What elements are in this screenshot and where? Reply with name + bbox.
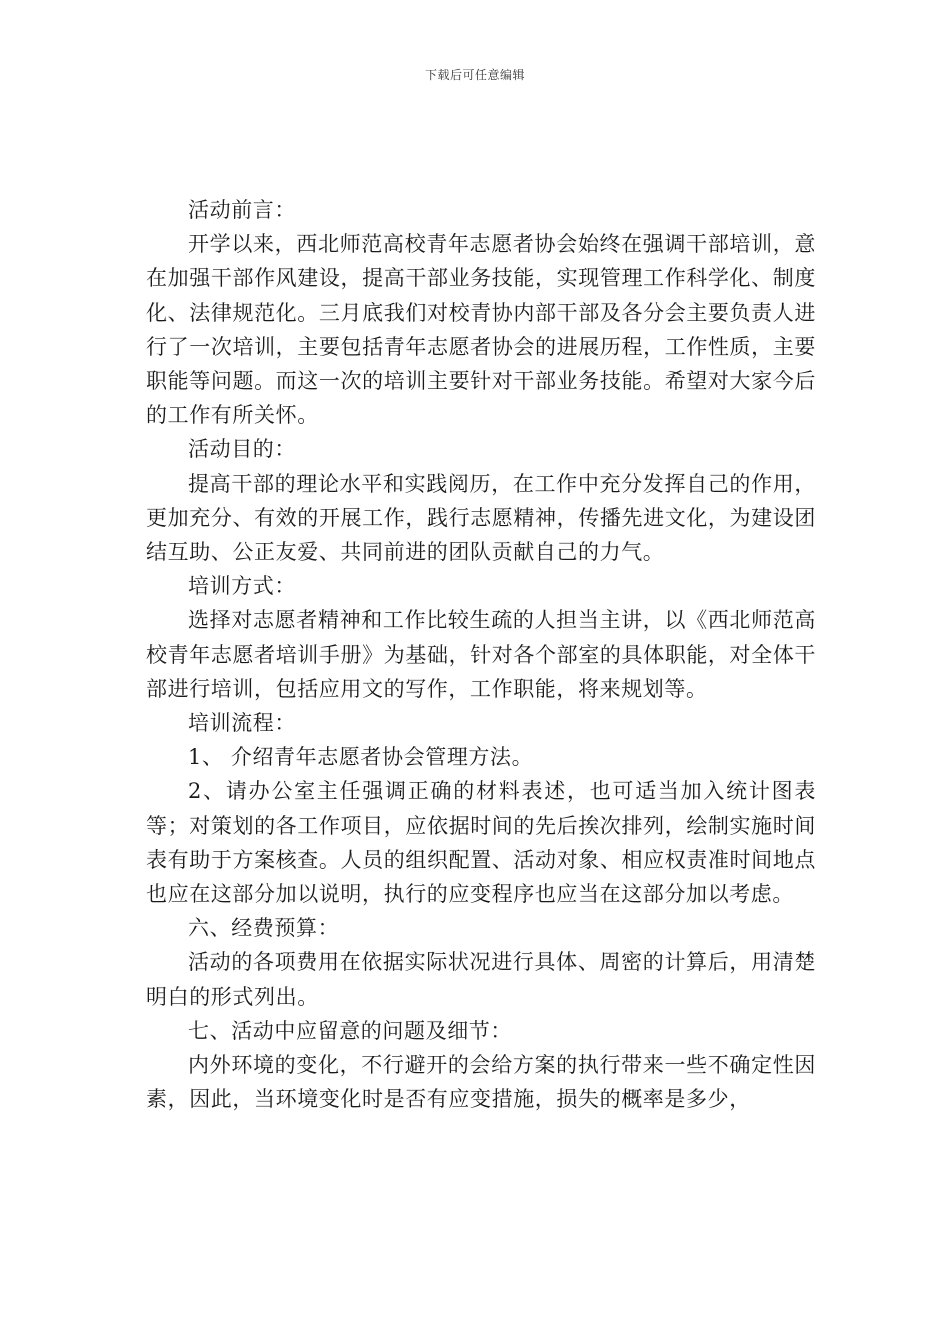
page-header-note: 下载后可任意编辑	[424, 68, 525, 82]
paragraph-budget: 活动的各项费用在依据实际状况进行具体、周密的计算后，用清楚明白的形式列出。	[146, 950, 816, 1009]
heading-training-method: 培训方式：	[188, 574, 296, 599]
heading-training-process: 培训流程：	[188, 711, 296, 736]
paragraph-training-method: 选择对志愿者精神和工作比较生疏的人担当主讲，以《西北师范高校青年志愿者培训手册》为基础，针对各个部室的具体职能，对全体干部进行培训，包括应用文的写作，工作职能，将来规划等。	[146, 608, 816, 701]
paragraph-preface: 开学以来，西北师范高校青年志愿者协会始终在强调干部培训，意在加强干部作风建设，提高干部业务技能，实现管理工作科学化、制度化、法律规范化。三月底我们对校青协内部干部及各分会主要负责人进行了一次培训，主要包括青年志愿者协会的进展历程，工作性质，主要职能等问题。而这一次的培训主要针对干部业务技能。希望对大家今后的工作有所关怀。	[146, 232, 816, 428]
heading-purpose: 活动目的：	[188, 437, 296, 462]
heading-preface: 活动前言：	[188, 198, 296, 222]
document-body	[146, 193, 816, 1116]
process-step-2: 2、请办公室主任强调正确的材料表述，也可适当加入统计图表等；对策划的各工作项目，应依据时间的先后挨次排列，绘制实施时间表有助于方案核查。人员的组织配置、活动对象、相应权责准时间地点也应在这部分加以说明，执行的应变程序也应当在这部分加以考虑。	[146, 779, 816, 907]
heading-notes: 七、活动中应留意的问题及细节：	[188, 1018, 512, 1043]
process-step-1: 1、 介绍青年志愿者协会管理方法。	[188, 745, 534, 770]
paragraph-notes: 内外环境的变化，不行避开的会给方案的执行带来一些不确定性因素，因此，当环境变化时是否有应变措施，损失的概率是多少，	[146, 1053, 816, 1112]
heading-budget: 六、经费预算：	[188, 916, 340, 941]
paragraph-purpose: 提高干部的理论水平和实践阅历，在工作中充分发挥自己的作用，更加充分、有效的开展工作，践行志愿精神，传播先进文化，为建设团结互助、公正友爱、共同前进的团队贡献自己的力气。	[146, 471, 816, 565]
